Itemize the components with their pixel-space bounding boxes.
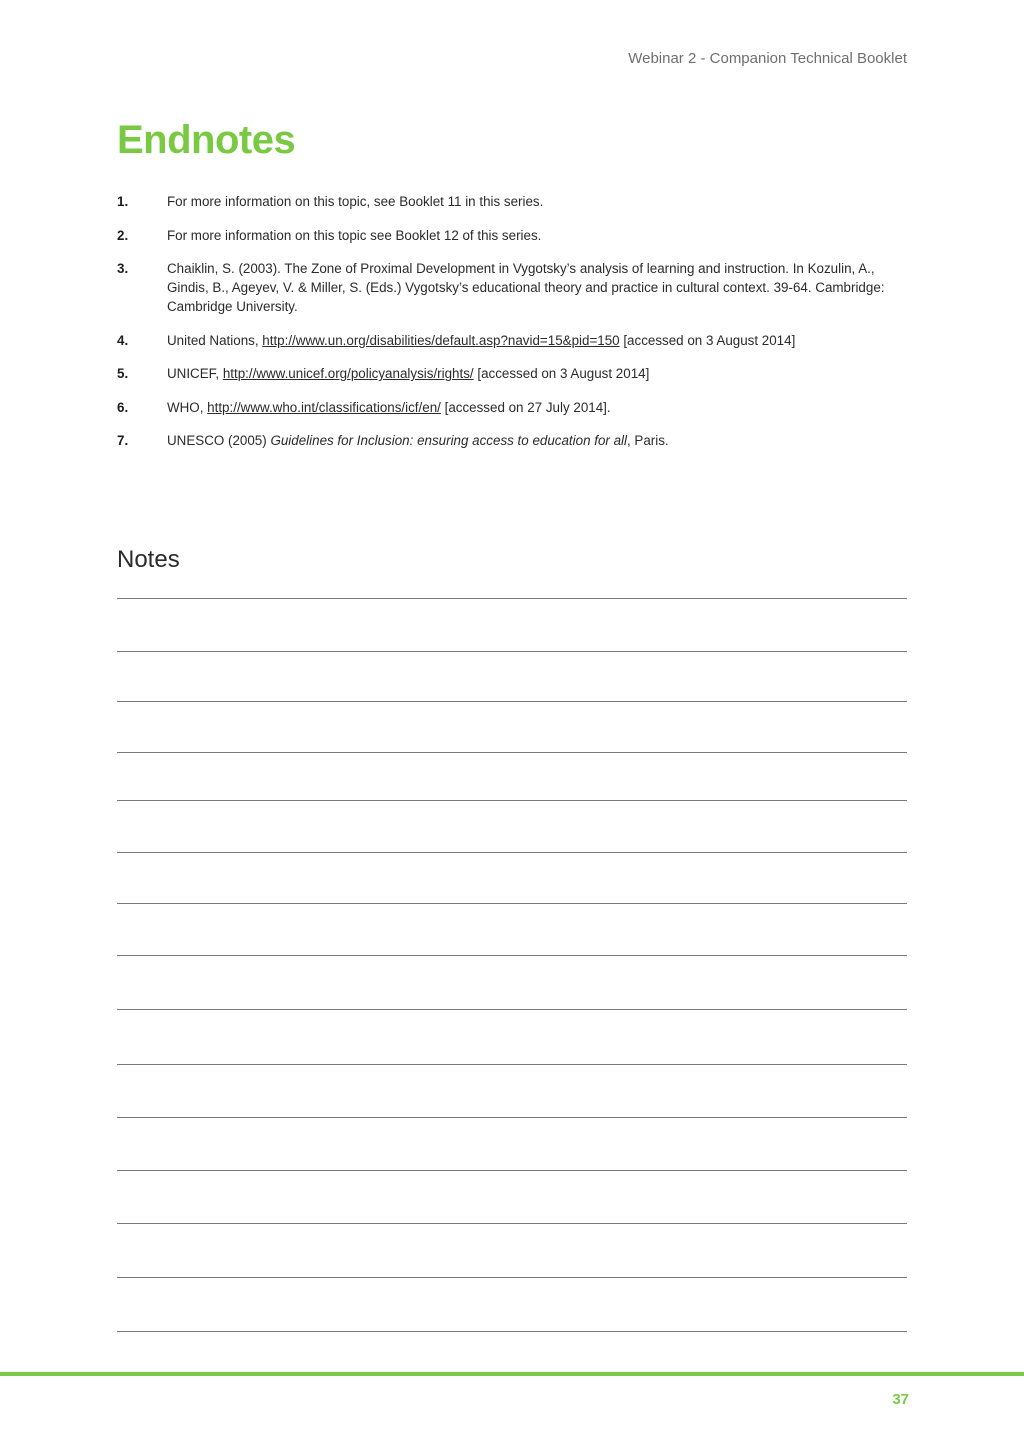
- endnote-text-segment: UNESCO (2005): [167, 433, 271, 448]
- endnote-item: [117, 431, 907, 450]
- endnote-link[interactable]: http://www.unicef.org/policyanalysis/rights/: [222, 366, 474, 381]
- endnote-italic-title: Guidelines for Inclusion: ensuring access to education for all: [270, 433, 627, 448]
- endnote-link[interactable]: http://www.who.int/classifications/icf/en/: [207, 399, 441, 415]
- notes-line: [117, 752, 907, 753]
- page-number: 37: [892, 1391, 909, 1408]
- notes-line: [117, 903, 907, 904]
- endnote-text: [167, 398, 907, 417]
- endnote-item: [117, 192, 907, 211]
- endnote-item: [117, 364, 907, 383]
- notes-line: [117, 852, 907, 853]
- notes-line: [117, 1331, 907, 1332]
- notes-line: [117, 955, 907, 956]
- endnote-text-segment: Chaiklin, S. (2003). The Zone of Proximal Development in Vygotsky’s analysis of learning and instruction. In Kozulin, A., Gindis, B., Ageyev, V. & Miller, S. (Eds.) Vygotsky’s educational theory and practice in cultural context. 39-64. Cambridge: Cambridge University.: [167, 261, 885, 314]
- endnote-text-segment: [accessed on 3 August 2014]: [473, 366, 650, 381]
- footer-accent-bar: [0, 1372, 1024, 1376]
- notes-line: [117, 800, 907, 801]
- notes-line: [117, 1064, 907, 1065]
- endnote-text: [167, 192, 907, 211]
- endnote-number: 7.: [117, 433, 129, 448]
- notes-line: [117, 1117, 907, 1118]
- endnote-text: [167, 331, 907, 350]
- notes-line: [117, 598, 907, 599]
- endnote-text-segment: [accessed on 27 July 2014].: [440, 399, 611, 415]
- endnote-text-segment: , Paris.: [626, 433, 669, 448]
- notes-line: [117, 1009, 907, 1010]
- notes-line: [117, 1277, 907, 1278]
- endnote-item: [117, 398, 907, 417]
- endnote-item: [117, 226, 907, 245]
- endnote-number: 6.: [117, 399, 129, 415]
- endnote-text-segment: United Nations,: [167, 332, 263, 348]
- endnote-text: [167, 364, 907, 383]
- endnote-text: [167, 226, 907, 245]
- notes-line: [117, 651, 907, 652]
- endnote-text-segment: [accessed on 3 August 2014]: [619, 332, 796, 348]
- endnote-text: [167, 431, 907, 450]
- endnote-number: 3.: [117, 261, 129, 276]
- notes-title: Notes: [117, 546, 180, 573]
- page-title: Endnotes: [117, 118, 296, 162]
- running-header: Webinar 2 - Companion Technical Booklet: [628, 50, 907, 67]
- endnote-number: 2.: [117, 227, 129, 243]
- endnote-text-segment: For more information on this topic see Booklet 12 of this series.: [167, 227, 542, 243]
- endnote-item: [117, 331, 907, 350]
- endnote-text-segment: For more information on this topic, see Booklet 11 in this series.: [167, 194, 544, 209]
- endnote-text-segment: WHO,: [167, 399, 208, 415]
- endnote-number: 4.: [117, 332, 129, 348]
- notes-line: [117, 701, 907, 702]
- endnote-text-segment: UNICEF,: [167, 366, 223, 381]
- endnotes-list: [117, 192, 907, 465]
- endnote-number: 1.: [117, 194, 129, 209]
- notes-line: [117, 1223, 907, 1224]
- endnote-link[interactable]: http://www.un.org/disabilities/default.asp?navid=15&pid=150: [262, 332, 620, 348]
- endnote-text: [167, 259, 907, 316]
- notes-line: [117, 1170, 907, 1171]
- endnote-item: [117, 259, 907, 316]
- endnote-number: 5.: [117, 366, 129, 381]
